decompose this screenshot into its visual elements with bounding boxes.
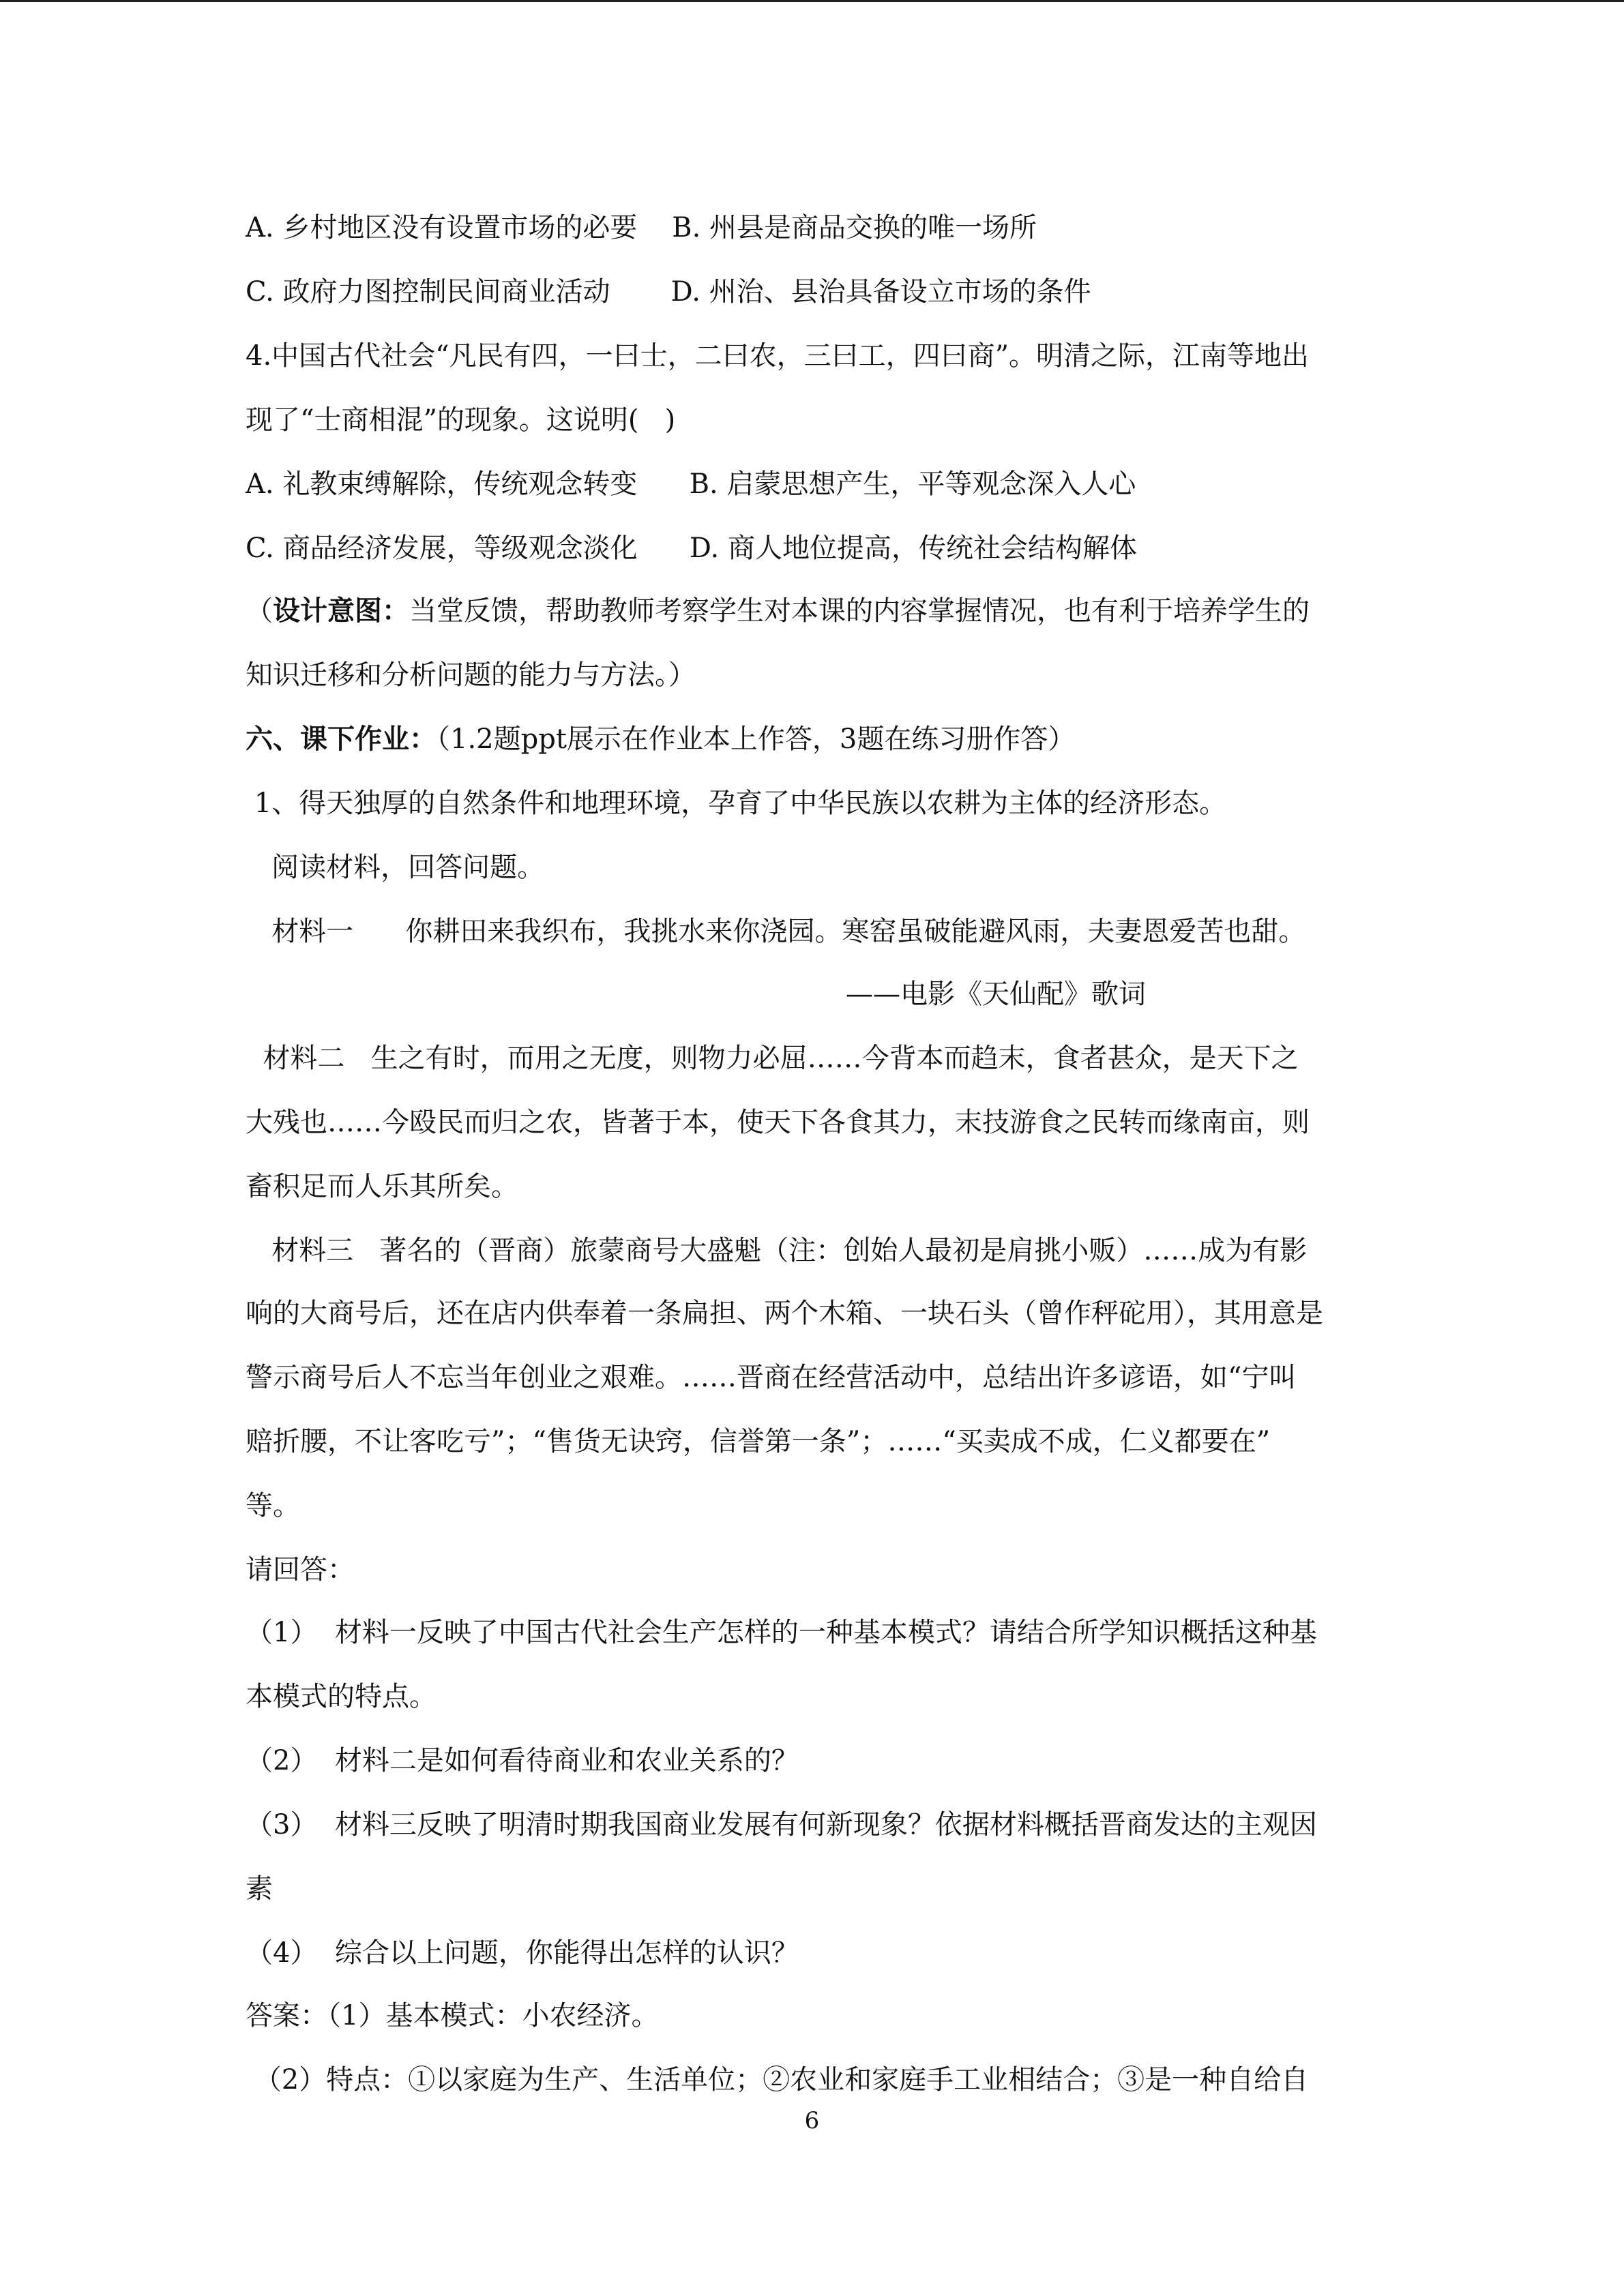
material-2-line2: 大残也……今殴民而归之农，皆著于本，使天下各食其力，末技游食之民转而缘南亩，则	[246, 1107, 1310, 1138]
please-answer: 请回答：	[246, 1554, 355, 1585]
q3-options-ab: A. 乡村地区没有设置市场的必要 B. 州县是商品交换的唯一场所	[246, 212, 1037, 243]
design-intent-line2: 知识迁移和分析问题的能力与方法。）	[246, 659, 696, 691]
homework-heading	[246, 720, 1075, 758]
answer-line2: （2）特点：①以家庭为生产、生活单位；②农业和家庭手工业相结合；③是一种自给自	[246, 2064, 1309, 2096]
subquestion-1-line2: 本模式的特点。	[246, 1681, 437, 1712]
hw-q1-read: 阅读材料，回答问题。	[246, 852, 545, 883]
material-2-line1: 材料二 生之有时，而用之无度，则物力必屈……今背本而趋末，食者甚众，是天下之	[246, 1043, 1299, 1074]
material-2-line3: 畜积足而人乐其所矣。	[246, 1171, 518, 1202]
q3-options-cd: C. 政府力图控制民间商业活动 D. 州治、县治具备设立市场的条件	[246, 276, 1091, 308]
subquestion-2: （2） 材料二是如何看待商业和农业关系的？	[246, 1745, 799, 1776]
subquestion-4: （4） 综合以上问题，你能得出怎样的认识？	[246, 1937, 799, 1969]
page-top-border	[0, 0, 1624, 2]
material-3-line3: 警示商号后人不忘当年创业之艰难。……晋商在经营活动中，总结出许多谚语，如“宁叫	[246, 1362, 1297, 1393]
q4-stem-line2: 现了“士商相混”的现象。这说明( )	[246, 404, 676, 436]
subquestion-1-line1: （1） 材料一反映了中国古代社会生产怎样的一种基本模式？请结合所学知识概括这种基	[246, 1617, 1317, 1648]
design-intent-text: 当堂反馈，帮助教师考察学生对本课的内容掌握情况，也有利于培养学生的	[409, 595, 1310, 627]
homework-label: 六、课下作业：	[246, 723, 437, 755]
subquestion-3-line2: 素	[246, 1873, 273, 1905]
page-number: 6	[804, 2107, 820, 2134]
material-3-line5: 等。	[246, 1490, 300, 1521]
material-1: 材料一 你耕田来我织布，我挑水来你浇园。寒窑虽破能避风雨，夫妻恩爱苦也甜。	[246, 916, 1306, 947]
material-3-line2: 响的大商号后，还在店内供奉着一条扁担、两个木箱、一块石头（曾作秤砣用），其用意是	[246, 1298, 1323, 1329]
material-3-line1: 材料三 著名的（晋商）旅蒙商号大盛魁（注：创始人最初是肩挑小贩）……成为有影	[246, 1235, 1308, 1266]
q4-options-ab: A. 礼教束缚解除，传统观念转变 B. 启蒙思想产生，平等观念深入人心	[246, 468, 1136, 500]
hw-q1-intro: 1、得天独厚的自然条件和地理环境，孕育了中华民族以农耕为主体的经济形态。	[246, 788, 1227, 819]
material-1-source: ——电影《天仙配》歌词	[846, 979, 1146, 1010]
design-intent-open: （	[246, 595, 273, 627]
design-intent-label: 设计意图：	[273, 595, 409, 627]
subquestion-3-line1: （3） 材料三反映了明清时期我国商业发展有何新现象？依据材料概括晋商发达的主观因	[246, 1809, 1317, 1840]
homework-note: （1.2题ppt展示在作业本上作答，3题在练习册作答）	[437, 724, 1076, 755]
design-intent-line1	[246, 592, 1310, 630]
answer-line1: 答案：（1）基本模式：小农经济。	[246, 2000, 659, 2031]
material-3-line4: 赔折腰，不让客吃亏”；“售货无诀窍，信誉第一条”；……“买卖成不成，仁义都要在”	[246, 1426, 1271, 1457]
q4-stem-line1: 4.中国古代社会“凡民有四，一曰士，二曰农，三曰工，四曰商”。明清之际，江南等地出	[246, 340, 1310, 372]
q4-options-cd: C. 商品经济发展，等级观念淡化 D. 商人地位提高，传统社会结构解体	[246, 533, 1137, 564]
